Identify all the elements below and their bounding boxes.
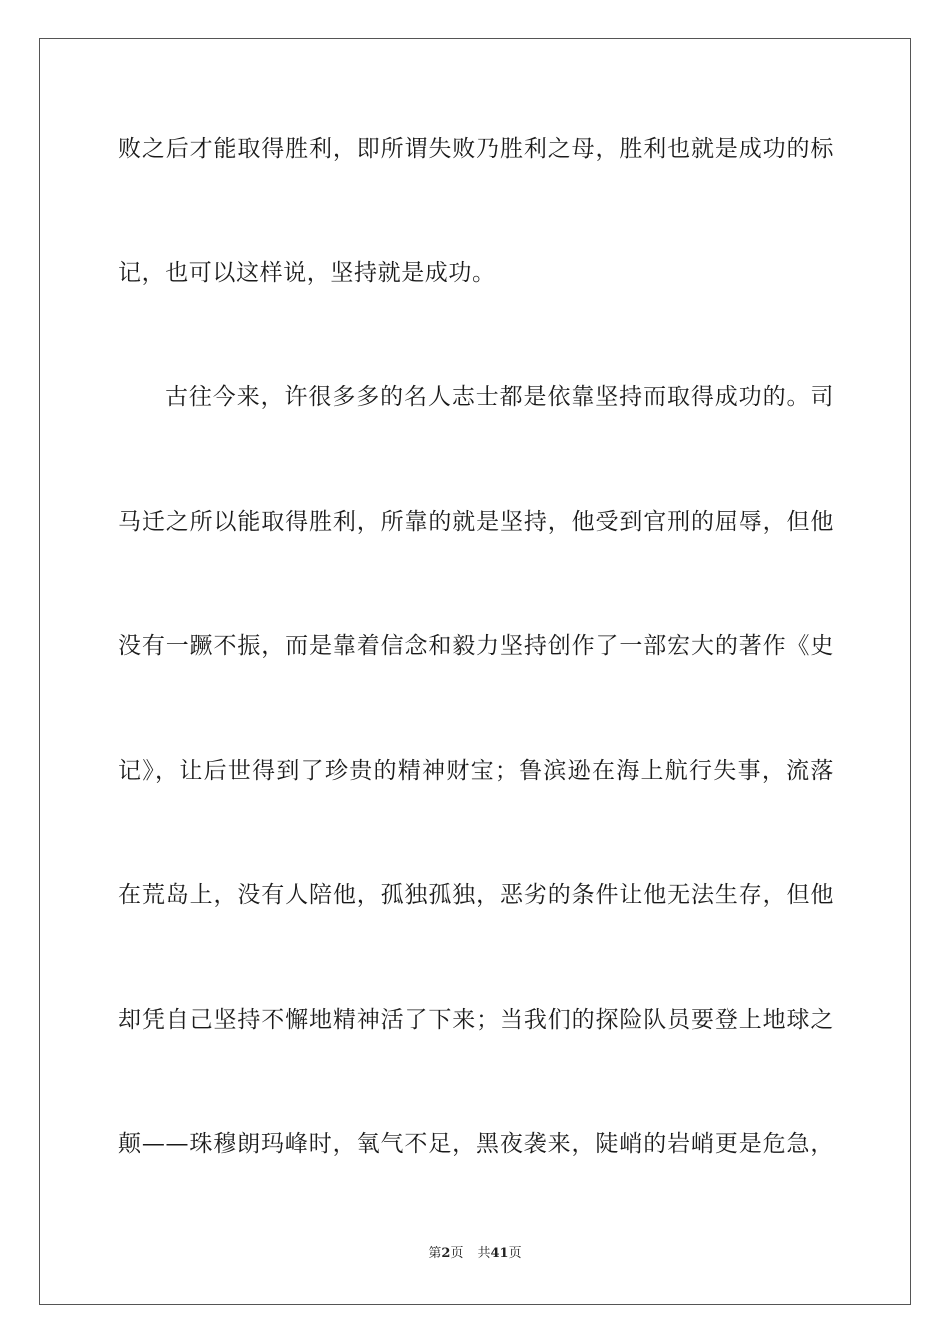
- footer-total-prefix: 共: [477, 1246, 491, 1261]
- footer-page-suffix: 页: [450, 1246, 464, 1261]
- footer-total-number: 41: [490, 1246, 509, 1261]
- footer-page-prefix: 第: [428, 1246, 442, 1261]
- body-line-6: 记》，让后世得到了珍贵的精神财宝；鲁滨逊在海上航行失事，流落: [118, 758, 834, 784]
- body-line-2: 记，也可以这样说，坚持就是成功。: [118, 260, 496, 286]
- body-line-8: 却凭自己坚持不懈地精神活了下来；当我们的探险队员要登上地球之: [118, 1007, 834, 1033]
- body-line-4: 马迁之所以能取得胜利，所靠的就是坚持，他受到官刑的屈辱，但他: [118, 509, 834, 535]
- page-footer: [0, 1245, 950, 1263]
- page-border: [39, 38, 911, 1305]
- body-line-5: 没有一蹶不振，而是靠着信念和毅力坚持创作了一部宏大的著作《史: [118, 633, 834, 659]
- body-line-3: 古往今来，许很多多的名人志士都是依靠坚持而取得成功的。司: [165, 384, 834, 410]
- footer-total-suffix: 页: [508, 1246, 522, 1261]
- footer-page-number: 2: [441, 1246, 451, 1261]
- body-line-9: 颠——珠穆朗玛峰时，氧气不足，黑夜袭来，陡峭的岩峭更是危急，: [118, 1131, 834, 1157]
- body-line-7: 在荒岛上，没有人陪他，孤独孤独，恶劣的条件让他无法生存，但他: [118, 882, 834, 908]
- body-line-1: 败之后才能取得胜利，即所谓失败乃胜利之母，胜利也就是成功的标: [118, 136, 834, 162]
